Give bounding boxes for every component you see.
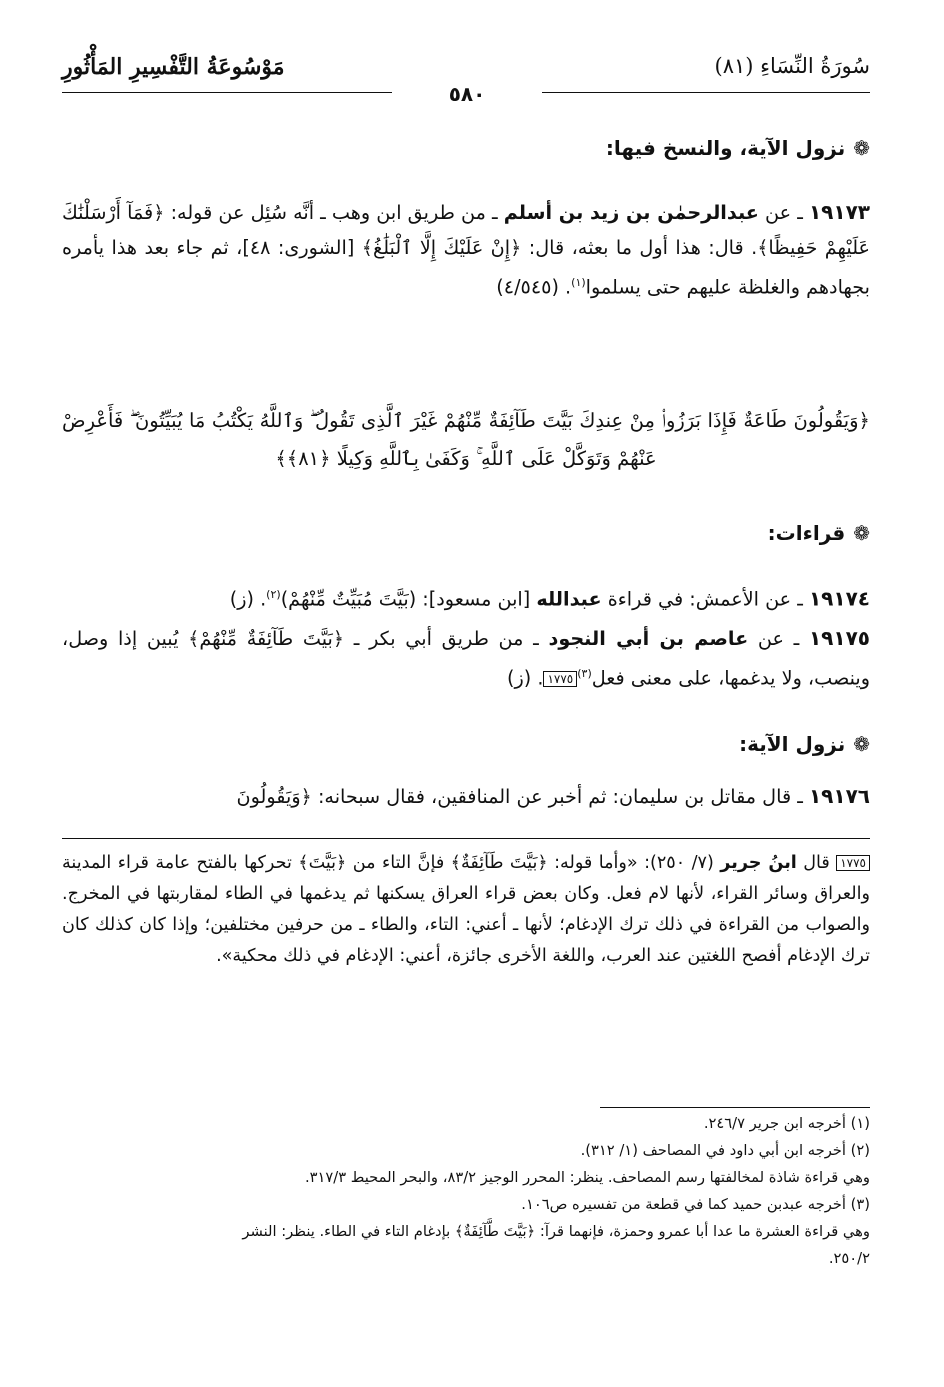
narration-number: ١٩١٧٥ [808, 626, 870, 650]
narrator-name: عاصم بن أبي النجود [548, 627, 749, 650]
narration-19174 [62, 577, 870, 616]
narration-number: ١٩١٧٤ [808, 586, 870, 611]
note-text: قال [796, 853, 837, 873]
flower-ornament-icon: ❁ [853, 136, 870, 160]
footnote-3-note-cont: ٢٥٠/٢. [828, 1250, 870, 1267]
narration-text: ـ عن [748, 627, 809, 650]
narration-number: ١٩١٧٦ [808, 784, 870, 808]
page [62, 0, 870, 1387]
note-text: (٧/ ٢٥٠): «وأما قوله: ﴿بَيَّتَ طَآئِفَةٌ﴾ فإنَّ التاء من ﴿بَيَّتَ﴾ تحركها بالفتح عامة قراء المدينة والعراق وسائر القراء، لأنها لام فعل. وكان بعض قراء العراق يسكنها ثم يدغمها في الطاء لمقاربتها في المخرج. والصواب من القراءة في ذلك ترك الإدغام؛ لأنها ـ أعني: التاء، والطاء ـ من حرفين مختلفين؛ وإذا كان كذلك كان ترك الإدغام أفصح اللغتين عند العرب، واللغة الأخرى جائزة، أعني: الإدغام في ذلك محكية». [62, 853, 870, 966]
note-separator [62, 838, 870, 839]
section-heading-nuzul [739, 732, 870, 756]
narration-number: ١٩١٧٣ [808, 200, 870, 224]
footnote-ref: (١) [571, 276, 586, 289]
narration-text: ـ قال مقاتل بن سليمان: ثم أخبر عن المنافقين، فقال سبحانه: ﴿وَيَقُولُونَ [236, 785, 809, 808]
note-number-box: ١٧٧٥ [543, 671, 577, 687]
surah-title: سُورَةُ النِّسَاءِ (٨١) [714, 54, 870, 78]
page-number: ٥٨٠ [392, 82, 542, 106]
commentary-note [62, 848, 870, 972]
volume-ref: . (ز) [507, 666, 544, 690]
footnote-separator [600, 1107, 870, 1108]
section-heading-text: نزول الآية، والنسخ فيها: [605, 136, 846, 160]
narration-text: ـ عن [758, 201, 809, 224]
narration-text: ـ من طريق ابن وهب ـ أنَّه سُئِل عن قوله: ﴿فَمَآ أَرْسَلْنَٰكَ عَلَيْهِمْ حَفِيظًا﴾. قال: هذا أول ما بعثه، قال: ﴿إِنْ عَلَيْكَ إِلَّا ٱلْبَلَٰغُ﴾ [الشورى: ٤٨]، ثم جاء بعد هذا يأمره بجهادهم والغلظة عليهم حتى يسلموا [62, 201, 870, 299]
narration-text: ـ عن الأعمش: في قراءة [601, 587, 809, 611]
narration-19173 [62, 195, 870, 304]
footnote-2: (٢) أخرجه ابن أبي داود في المصاحف (١/ ٣١٢). [580, 1142, 870, 1159]
running-header [62, 48, 870, 106]
narrator-name: عبدالرحمٰن بن زيد بن أسلم [503, 201, 759, 224]
footnotes [62, 1110, 870, 1272]
volume-ref: . (٤/٥٤٥) [496, 275, 572, 299]
section-heading-qiraat [768, 521, 870, 545]
narration-text: [ابن مسعود]: (بَيَّتَ مُبَيِّتٌ مِّنْهُمْ) [280, 587, 537, 611]
footnote-ref: (٢) [266, 588, 281, 601]
narration-19176 [62, 779, 870, 814]
note-number-box: ١٧٧٥ [836, 855, 870, 871]
quran-verse: ﴿وَيَقُولُونَ طَاعَةٌ فَإِذَا بَرَزُوا۟ مِنْ عِندِكَ بَيَّتَ طَآئِفَةٌ مِّنْهُمْ غَيْرَ ٱلَّذِى تَقُولُ ۖ وَٱللَّهُ يَكْتُبُ مَا يُبَيِّتُونَ ۖ فَأَعْرِضْ عَنْهُمْ وَتَوَكَّلْ عَلَى ٱللَّهِ ۚ وَكَفَىٰ بِٱللَّهِ وَكِيلًا ﴿٨١﴾﴾ [62, 409, 870, 470]
flower-ornament-icon: ❁ [853, 521, 870, 545]
narrator-name: عبدالله [536, 587, 602, 611]
footnote-3-note: وهي قراءة العشرة ما عدا أبا عمرو وحمزة، فإنهما قرآ: ﴿بَيَّتَ طَّآئِفَةٌ﴾ بإدغام التاء في الطاء. ينظر: النشر [242, 1223, 870, 1240]
scholar-name: ابنُ جرير [720, 853, 797, 873]
footnote-1: (١) أخرجه ابن جرير ٢٤٦/٧. [703, 1115, 870, 1132]
footnote-2-note: وهي قراءة شاذة لمخالفتها رسم المصاحف. ينظر: المحرر الوجيز ٨٣/٢، والبحر المحيط ٣١٧/٣. [304, 1169, 870, 1186]
section-heading-nuzul-naskh [606, 136, 870, 160]
narration-text: ـ من طريق أبي بكر ـ ﴿بَيَّتَ طَآئِفَةٌ مِّنْهُمْ﴾ يُبين إذا وصل، وينصب، ولا يدغمها، على معنى فعل [62, 627, 870, 690]
footnote-ref: (٣) [577, 667, 592, 680]
volume-ref: . (ز) [229, 587, 267, 611]
book-title: مَوْسُوعَةُ التَّفْسِيرِ المَأْثُورِ [62, 54, 285, 80]
section-heading-text: قراءات: [767, 521, 846, 545]
section-heading-text: نزول الآية: [739, 732, 846, 756]
footnote-3: (٣) أخرجه عبدبن حميد كما في قطعة من تفسيره ص١٠٦. [521, 1196, 870, 1213]
flower-ornament-icon: ❁ [853, 732, 870, 756]
narration-19175 [62, 621, 870, 695]
